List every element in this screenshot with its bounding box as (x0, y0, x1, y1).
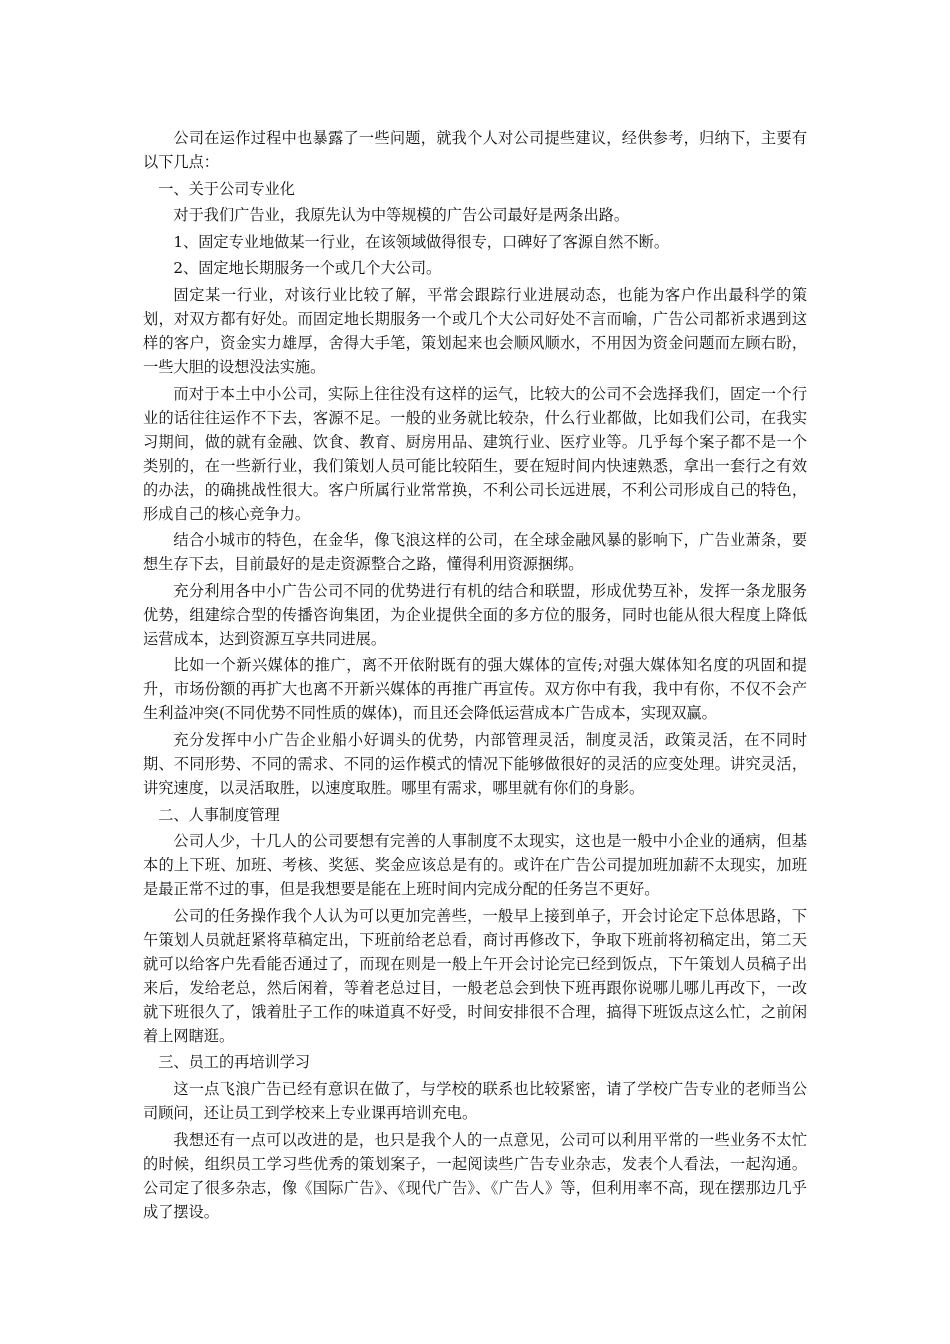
paragraph: 公司人少，十几人的公司要想有完善的人事制度不太现实，这也是一般中小企业的通病，但基本的上下班、加班、考核、奖惩、奖金应该总是有的。或许在广告公司提加班加薪不太现实，加班是最正常不过的事，但是我想要是能在上班时间内完成分配的任务岂不更好。 (143, 832, 807, 899)
document-body (143, 126, 807, 1224)
paragraph: 这一点飞浪广告已经有意识在做了，与学校的联系也比较紧密，请了学校广告专业的老师当公司顾问，还让员工到学校来上专业课再培训充电。 (143, 1079, 807, 1122)
section-heading: 三、员工的再培训学习 (158, 1053, 311, 1072)
paragraph: 充分发挥中小广告企业船小好调头的优势，内部管理灵活，制度灵活，政策灵活，在不同时期、不同形势、不同的需求、不同的运作模式的情况下能够做很好的灵活的应变处理。讲究灵活，讲究速度，以灵活取胜，以速度取胜。哪里有需求，哪里就有你们的身影。 (143, 730, 807, 797)
paragraph: 比如一个新兴媒体的推广，离不开依附既有的强大媒体的宣传;对强大媒体知名度的巩固和提升，市场份额的再扩大也离不开新兴媒体的再推广再宣传。双方你中有我，我中有你，不仅不会产生利益冲突(不同优势不同性质的媒体)，而且还会降低运营成本广告成本，实现双赢。 (143, 656, 807, 723)
paragraph: 我想还有一点可以改进的是，也只是我个人的一点意见，公司可以利用平常的一些业务不太忙的时候，组织员工学习些优秀的策划案子，一起阅读些广告专业杂志，发表个人看法，一起沟通。公司定了很多杂志，像《国际广告》、《现代广告》、《广告人》等，但利用率不高，现在摆那边几乎成了摆设。 (143, 1130, 807, 1221)
paragraph: 2、固定地长期服务一个或几个大公司。 (173, 259, 442, 278)
section-heading: 一、关于公司专业化 (158, 179, 295, 198)
paragraph: 固定某一行业，对该行业比较了解，平常会跟踪行业进展动态，也能为客户作出最科学的策划，对双方都有好处。而固定地长期服务一个或几个大公司好处不言而喻，广告公司都祈求遇到这样的客户，资金实力雄厚，舍得大手笔，策划起来也会顺风顺水，不用因为资金问题而左顾右盼，一些大胆的设想没法实施。 (143, 285, 807, 376)
paragraph: 充分利用各中小广告公司不同的优势进行有机的结合和联盟，形成优势互补，发挥一条龙服务优势，组建综合型的传播咨询集团，为企业提供全面的多方位的服务，同时也能从很大程度上降低运营成本，达到资源互享共同进展。 (143, 581, 807, 648)
paragraph: 1、固定专业地做某一行业，在该领域做得很专，口碑好了客源自然不断。 (173, 232, 670, 251)
paragraph: 对于我们广告业，我原先认为中等规模的广告公司最好是两条出路。 (173, 206, 630, 225)
paragraph: 结合小城市的特色，在金华，像飞浪这样的公司，在全球金融风暴的影响下，广告业萧条，要想生存下去，目前最好的是走资源整合之路，懂得利用资源捆绑。 (143, 531, 807, 574)
paragraph: 公司的任务操作我个人认为可以更加完善些，一般早上接到单子，开会讨论定下总体思路，下午策划人员就赶紧将草稿定出，下班前给老总看，商讨再修改下，争取下班前将初稿定出，第二天就可以给客户先看能否通过了，而现在则是一般上午开会讨论完已经到饭点，下午策划人员稿子出来后，发给老总，然后闲着，等着老总过目，一般老总会到快下班再跟你说哪儿哪儿再改下，一改就下班很久了，饿着肚子工作的味道真不好受，时间安排很不合理，搞得下班饭点这么忙，之前闲着上网瞎逛。 (143, 906, 807, 1045)
paragraph: 而对于本土中小公司，实际上往往没有这样的运气，比较大的公司不会选择我们，固定一个行业的话往往运作不下去，客源不足。一般的业务就比较杂，什么行业都做，比如我们公司，在我实习期间，做的就有金融、饮食、教育、厨房用品、建筑行业、医疗业等。几乎每个案子都不是一个类别的，在一些新行业，我们策划人员可能比较陌生，要在短时间内快速熟悉，拿出一套行之有效的办法，的确挑战性很大。客户所属行业常常换，不利公司长远进展，不利公司形成自己的特色，形成自己的核心竞争力。 (143, 384, 807, 523)
paragraph: 公司在运作过程中也暴露了一些问题，就我个人对公司提些建议，经供参考，归纳下，主要有以下几点： (143, 129, 807, 171)
section-heading: 二、人事制度管理 (158, 805, 280, 824)
